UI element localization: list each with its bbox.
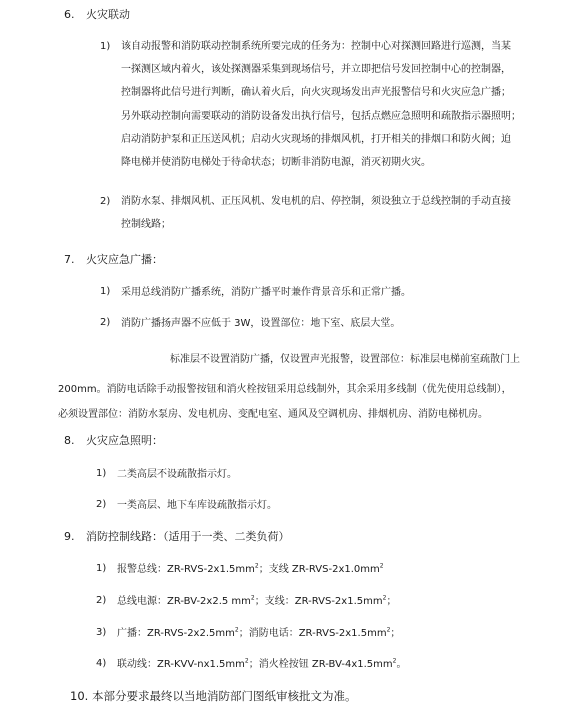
section-title: 火灾应急广播： xyxy=(86,253,163,266)
section-title: 消防控制线路：（适用于一类、二类负荷） xyxy=(86,530,290,543)
item-number: 1) xyxy=(96,563,107,574)
superscript: 2 xyxy=(379,562,384,570)
text-span: ；消火栓按钮 ZR-BV-4x1.5mm xyxy=(248,659,393,670)
item-number: 2) xyxy=(100,317,111,328)
text-span: ；消防电话：ZR-RVS-2x1.5mm xyxy=(238,628,387,639)
text-line: 消防水泵、排烟风机、正压风机、发电机的启、停控制，须设独立于总线控制的手动直接 xyxy=(121,196,511,207)
text-line: 一探测区域内着火，该处探测器采集到现场信号，并立即把信号发回控制中心的控制器， xyxy=(121,64,511,76)
section-number: 8. xyxy=(64,434,75,447)
item-number: 2) xyxy=(100,196,111,207)
text-line: 该自动报警和消防联动控制系统所要完成的任务为：控制中心对探测回路进行巡测，当某 xyxy=(121,41,511,52)
text-line: 控制器将此信号进行判断，确认着火后，向火灾现场发出声光报警信号和火灾应急广播； xyxy=(121,87,511,99)
superscript: 2 xyxy=(392,657,397,665)
paragraph-line: 必须设置部位：消防水泵房、发电机房、变配电室、通风及空调机房、排烟机房、消防电梯机房。 xyxy=(58,409,488,420)
item-number: 1) xyxy=(100,286,111,297)
section-number: 7. xyxy=(64,253,75,266)
item-number: 2) xyxy=(96,499,107,510)
item-6-1-text xyxy=(121,35,561,174)
text-line: 控制线路； xyxy=(121,219,171,231)
item-number: 4) xyxy=(96,658,107,669)
item-9-3-text xyxy=(117,625,400,643)
item-9-4-text xyxy=(117,656,406,674)
item-8-1-text: 二类高层不设疏散指示灯。 xyxy=(117,469,237,480)
text-line: 启动消防护泵和正压送风机；启动火灾现场的排烟风机，打开相关的排烟口和防火阀；迫 xyxy=(121,133,511,145)
superscript: 2 xyxy=(386,626,391,634)
item-number: 3) xyxy=(96,627,107,638)
section-title: 火灾应急照明： xyxy=(86,434,163,447)
text-span: 广播：ZR-RVS-2x2.5mm xyxy=(117,628,235,639)
text-span: 。 xyxy=(396,659,407,670)
text-line: 另外联动控制向需要联动的消防设备发出执行信号，包括点燃应急照明和疏散指示器照明； xyxy=(121,110,521,122)
item-9-1-text xyxy=(117,561,384,579)
superscript: 2 xyxy=(250,594,255,602)
section-9-heading xyxy=(64,530,290,544)
text-line: 降电梯并使消防电梯处于待命状态；切断非消防电源，消灭初期火灾。 xyxy=(121,157,431,169)
section-8-heading xyxy=(64,434,163,448)
superscript: 2 xyxy=(244,657,249,665)
paragraph-line: 200mm。消防电话除手动报警按钮和消火栓按钮采用总线制外，其余采用多线制（优先使用总线制）， xyxy=(58,384,512,395)
paragraph-line: 标准层不设置消防广播，仅设置声光报警，设置部位：标准层电梯前室疏散门上 xyxy=(170,354,520,365)
section-title: 火灾联动 xyxy=(86,8,130,21)
text-span: 总线电源：ZR-BV-2x2.5 mm xyxy=(117,596,251,607)
text-span: 报警总线：ZR-RVS-2x1.5mm xyxy=(117,564,255,575)
section-number: 6. xyxy=(64,8,75,21)
item-6-2-text xyxy=(121,190,561,236)
final-note: 10. 本部分要求最终以当地消防部门图纸审核批文为准。 xyxy=(70,689,357,703)
item-9-2-text xyxy=(117,593,396,611)
item-number: 1) xyxy=(96,468,107,479)
superscript: 2 xyxy=(382,594,387,602)
text-span: ；支线：ZR-RVS-2x1.5mm xyxy=(254,596,383,607)
text-span: ； xyxy=(386,596,397,607)
section-6-heading xyxy=(64,8,130,22)
section-number: 9. xyxy=(64,530,75,543)
text-span: 联动线：ZR-KVV-nx1.5mm xyxy=(117,659,245,670)
superscript: 2 xyxy=(254,562,259,570)
item-number: 2) xyxy=(96,595,107,606)
text-span: ；支线 ZR-RVS-2x1.0mm xyxy=(258,564,380,575)
item-number: 1) xyxy=(100,41,111,52)
section-7-heading xyxy=(64,253,163,267)
item-7-2-text: 消防广播扬声器不应低于 3W，设置部位：地下室、底层大堂。 xyxy=(121,318,401,329)
text-span: ； xyxy=(390,628,401,639)
superscript: 2 xyxy=(234,626,239,634)
item-8-2-text: 一类高层、地下车库设疏散指示灯。 xyxy=(117,500,277,511)
item-7-1-text: 采用总线消防广播系统，消防广播平时兼作背景音乐和正常广播。 xyxy=(121,287,411,298)
